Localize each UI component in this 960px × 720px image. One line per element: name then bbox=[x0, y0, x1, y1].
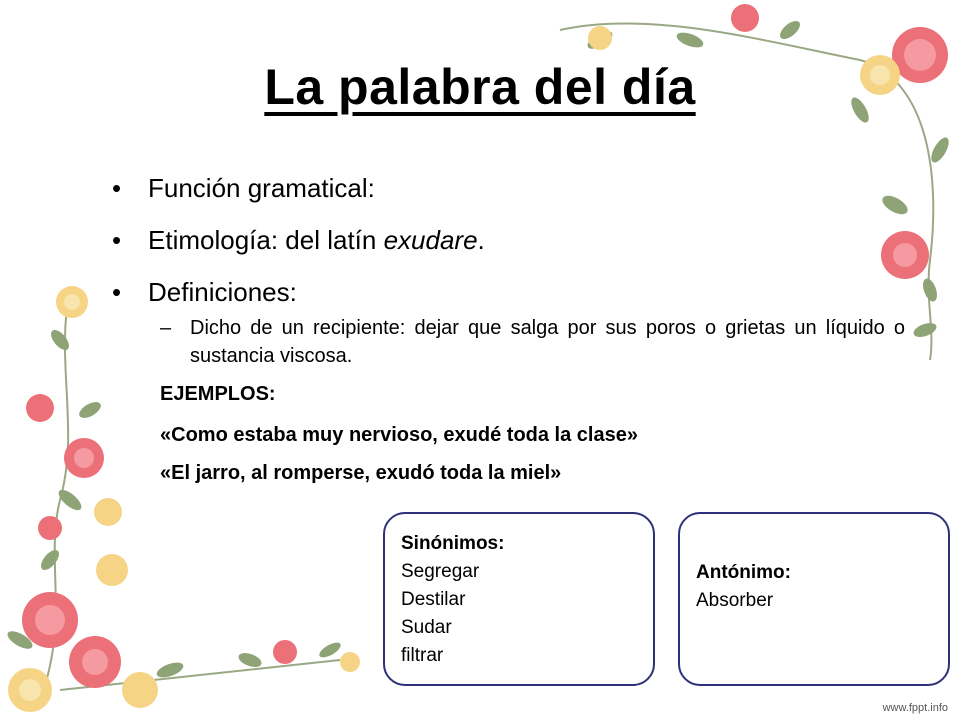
synonyms-list bbox=[401, 558, 653, 670]
bullet-text: Etimología: del latín bbox=[148, 225, 384, 255]
examples-heading: EJEMPLOS: bbox=[160, 383, 276, 405]
synonym-item: Segregar bbox=[401, 561, 480, 582]
synonyms-heading: Sinónimos: bbox=[401, 533, 505, 554]
bullet-etimologia bbox=[112, 222, 912, 258]
antonym-box bbox=[678, 512, 950, 686]
synonym-item: filtrar bbox=[401, 645, 444, 666]
bullet-dot: • bbox=[112, 277, 122, 307]
bullet-text: Definiciones: bbox=[148, 277, 297, 307]
example-line: «Como estaba muy nervioso, exudé toda la clase» bbox=[160, 424, 638, 446]
antonym-heading: Antónimo: bbox=[696, 562, 791, 583]
bullet-dot: • bbox=[112, 173, 122, 203]
definition-text: Dicho de un recipiente: dejar que salga por sus poros o grietas un líquido o sustancia viscosa. bbox=[190, 317, 905, 367]
definition-item bbox=[160, 314, 905, 370]
watermark: www.fppt.info bbox=[882, 702, 948, 714]
bullet-funcion bbox=[112, 170, 912, 206]
synonym-item: Sudar bbox=[401, 617, 452, 638]
title-text: La palabra del día bbox=[264, 59, 696, 115]
synonyms-box bbox=[383, 512, 655, 686]
example-line: «El jarro, al romperse, exudó toda la miel» bbox=[160, 462, 562, 484]
bullet-list bbox=[112, 170, 912, 326]
antonym-list bbox=[696, 587, 948, 615]
antonym-item: Absorber bbox=[696, 590, 774, 611]
slide-title bbox=[0, 58, 960, 116]
latin-word: exudare bbox=[383, 225, 478, 255]
bullet-definiciones bbox=[112, 274, 912, 310]
dash-marker: – bbox=[160, 317, 172, 339]
synonym-item: Destilar bbox=[401, 589, 466, 610]
bullet-dot: • bbox=[112, 225, 122, 255]
bullet-text: Función gramatical: bbox=[148, 173, 375, 203]
bullet-tail: . bbox=[477, 225, 485, 255]
